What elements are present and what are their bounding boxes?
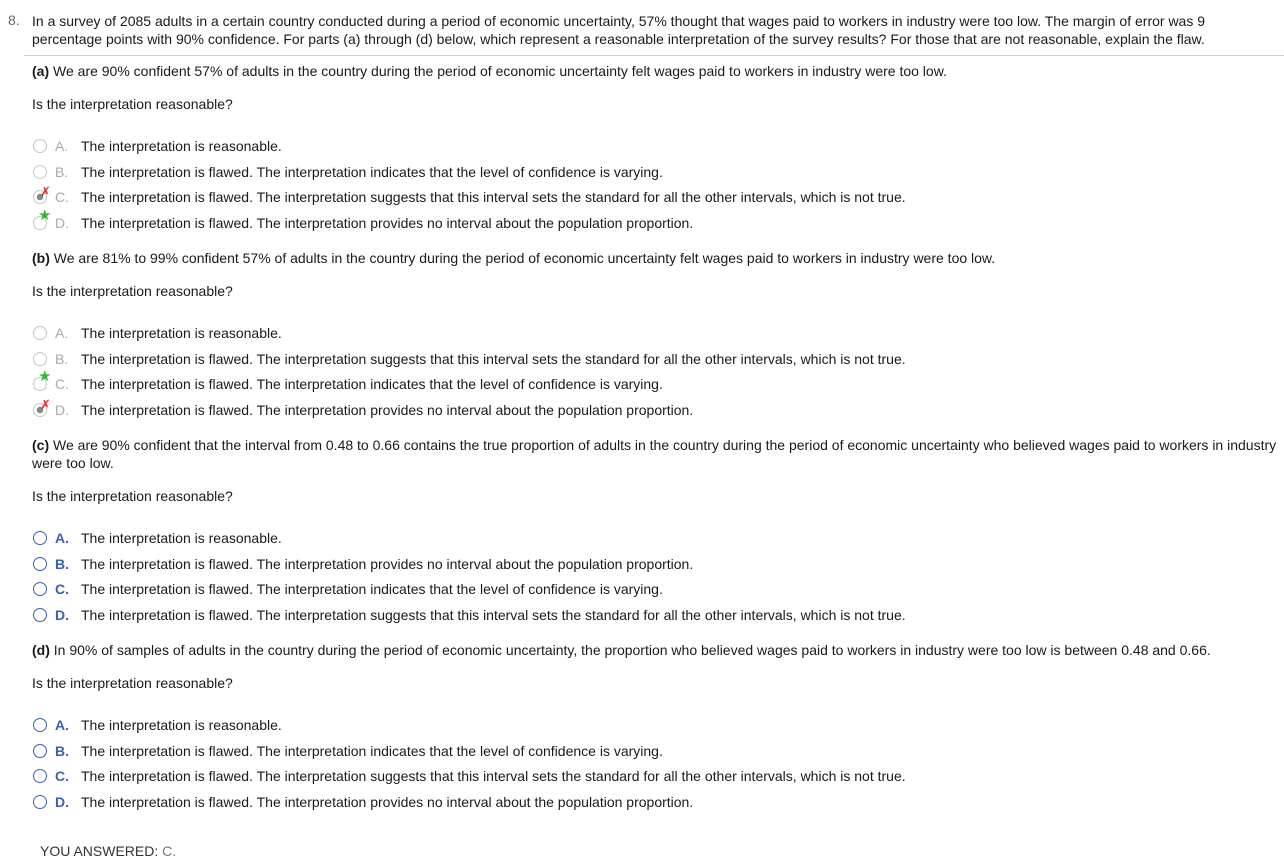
option-letter: A. [55,530,69,546]
part-b-label: (b) [32,250,50,266]
radio-button[interactable] [33,531,47,545]
part-d-prompt: Is the interpretation reasonable? [32,675,233,691]
option-letter: B. [55,351,69,367]
radio-button[interactable] [33,582,47,596]
part-a-option-b [33,162,663,182]
correct-star-icon: ★ [38,368,52,385]
radio-icon [33,207,52,230]
part-b-text: We are 81% to 99% confident 57% of adults in the country during the period of economic uncertainty felt wages paid to workers in industry were too low. [49,250,996,266]
option-letter: A. [55,138,69,154]
part-c-option-d[interactable] [33,605,906,625]
option-letter: A. [55,325,69,341]
part-a-option-a [33,136,282,156]
option-text: The interpretation is flawed. The interpretation indicates that the level of confidence is varying. [81,376,663,392]
divider [24,55,1284,56]
option-text: The interpretation is flawed. The interpretation suggests that this interval sets the standard for all the other intervals, which is not true. [81,189,906,205]
radio-button[interactable] [33,718,47,732]
radio-button[interactable] [33,744,47,758]
option-text[interactable]: The interpretation is flawed. The interpretation indicates that the level of confidence is varying. [81,581,663,597]
part-c-text: We are 90% confident that the interval from 0.48 to 0.66 contains the true proportion of adults in the country during the period of economic uncertainty who believed wages paid to workers in industry were too low. [32,437,1277,471]
part-b-option-d [33,397,694,420]
part-b-statement [32,249,1277,267]
question-number: 8. [8,12,20,28]
option-text[interactable]: The interpretation is flawed. The interpretation suggests that this interval sets the standard for all the other intervals, which is not true. [81,768,906,784]
option-letter: D. [55,215,69,231]
option-text: The interpretation is reasonable. [81,325,282,341]
option-text[interactable]: The interpretation is flawed. The interpretation provides no interval about the population proportion. [81,794,694,810]
selected-radio-icon [33,397,51,417]
option-letter: C. [55,189,69,205]
part-a-option-c [33,184,906,207]
part-d-option-b[interactable] [33,741,663,761]
option-letter: A. [55,717,69,733]
option-letter: C. [55,768,69,784]
option-letter: B. [55,164,69,180]
radio-icon [33,165,47,179]
correct-star-icon: ★ [38,207,52,224]
option-letter: C. [55,376,69,392]
option-letter: D. [55,402,69,418]
option-text: The interpretation is flawed. The interpretation provides no interval about the population proportion. [81,215,694,231]
part-c-prompt: Is the interpretation reasonable? [32,488,233,504]
radio-icon [33,352,47,366]
option-letter: B. [55,743,69,759]
option-text: The interpretation is flawed. The interpretation indicates that the level of confidence is varying. [81,164,663,180]
option-letter: D. [55,607,69,623]
you-answered-value: C. [162,843,177,859]
you-answered [40,843,176,859]
option-text[interactable]: The interpretation is flawed. The interpretation suggests that this interval sets the standard for all the other intervals, which is not true. [81,607,906,623]
selected-radio-icon [33,184,51,204]
part-a-text: We are 90% confident 57% of adults in the country during the period of economic uncertainty felt wages paid to workers in industry were too low. [49,63,947,79]
part-c-label: (c) [32,437,50,453]
part-d-statement [32,641,1277,659]
part-b-option-b [33,349,906,369]
incorrect-x-icon: ✗ [40,397,51,412]
radio-icon [33,326,47,340]
part-a-prompt: Is the interpretation reasonable? [32,96,233,112]
part-b-option-c [33,368,663,394]
part-d-option-c[interactable] [33,766,906,786]
part-c-statement [32,436,1277,472]
radio-button[interactable] [33,769,47,783]
radio-icon [33,368,52,391]
part-a-statement [32,62,1277,80]
option-letter: B. [55,556,69,572]
option-text[interactable]: The interpretation is reasonable. [81,530,282,546]
part-b-prompt: Is the interpretation reasonable? [32,283,233,299]
incorrect-x-icon: ✗ [40,184,51,199]
option-text: The interpretation is reasonable. [81,138,282,154]
option-text[interactable]: The interpretation is flawed. The interpretation indicates that the level of confidence is varying. [81,743,663,759]
radio-icon [33,139,47,153]
part-c-option-c[interactable] [33,579,663,599]
radio-button[interactable] [33,795,47,809]
part-a-option-d [33,207,694,233]
part-d-option-a[interactable] [33,715,282,735]
option-text[interactable]: The interpretation is flawed. The interpretation provides no interval about the population proportion. [81,556,694,572]
option-text[interactable]: The interpretation is reasonable. [81,717,282,733]
part-d-text: In 90% of samples of adults in the country during the period of economic uncertainty, the proportion who believed wages paid to workers in industry were too low is between 0.48 and 0.66. [49,642,1211,658]
option-text: The interpretation is flawed. The interpretation provides no interval about the population proportion. [81,402,694,418]
option-letter: C. [55,581,69,597]
part-b-option-a [33,323,282,343]
option-letter: D. [55,794,69,810]
question-stem: In a survey of 2085 adults in a certain country conducted during a period of economic uncertainty, 57% thought that wages paid to workers in industry were too low. The margin of error was 9 percentage points with 90% confidence. For parts (a) through (d) below, which represent a reasonable interpretation of the survey results? For those that are not reasonable, explain the flaw. [32,13,1206,47]
part-d-label: (d) [32,642,50,658]
radio-button[interactable] [33,557,47,571]
radio-button[interactable] [33,608,47,622]
part-a-label: (a) [32,63,50,79]
part-d-option-d[interactable] [33,792,694,812]
option-text: The interpretation is flawed. The interpretation suggests that this interval sets the standard for all the other intervals, which is not true. [81,351,906,367]
you-answered-label: YOU ANSWERED: [40,843,163,859]
part-c-option-b[interactable] [33,554,694,574]
part-c-option-a[interactable] [33,528,282,548]
